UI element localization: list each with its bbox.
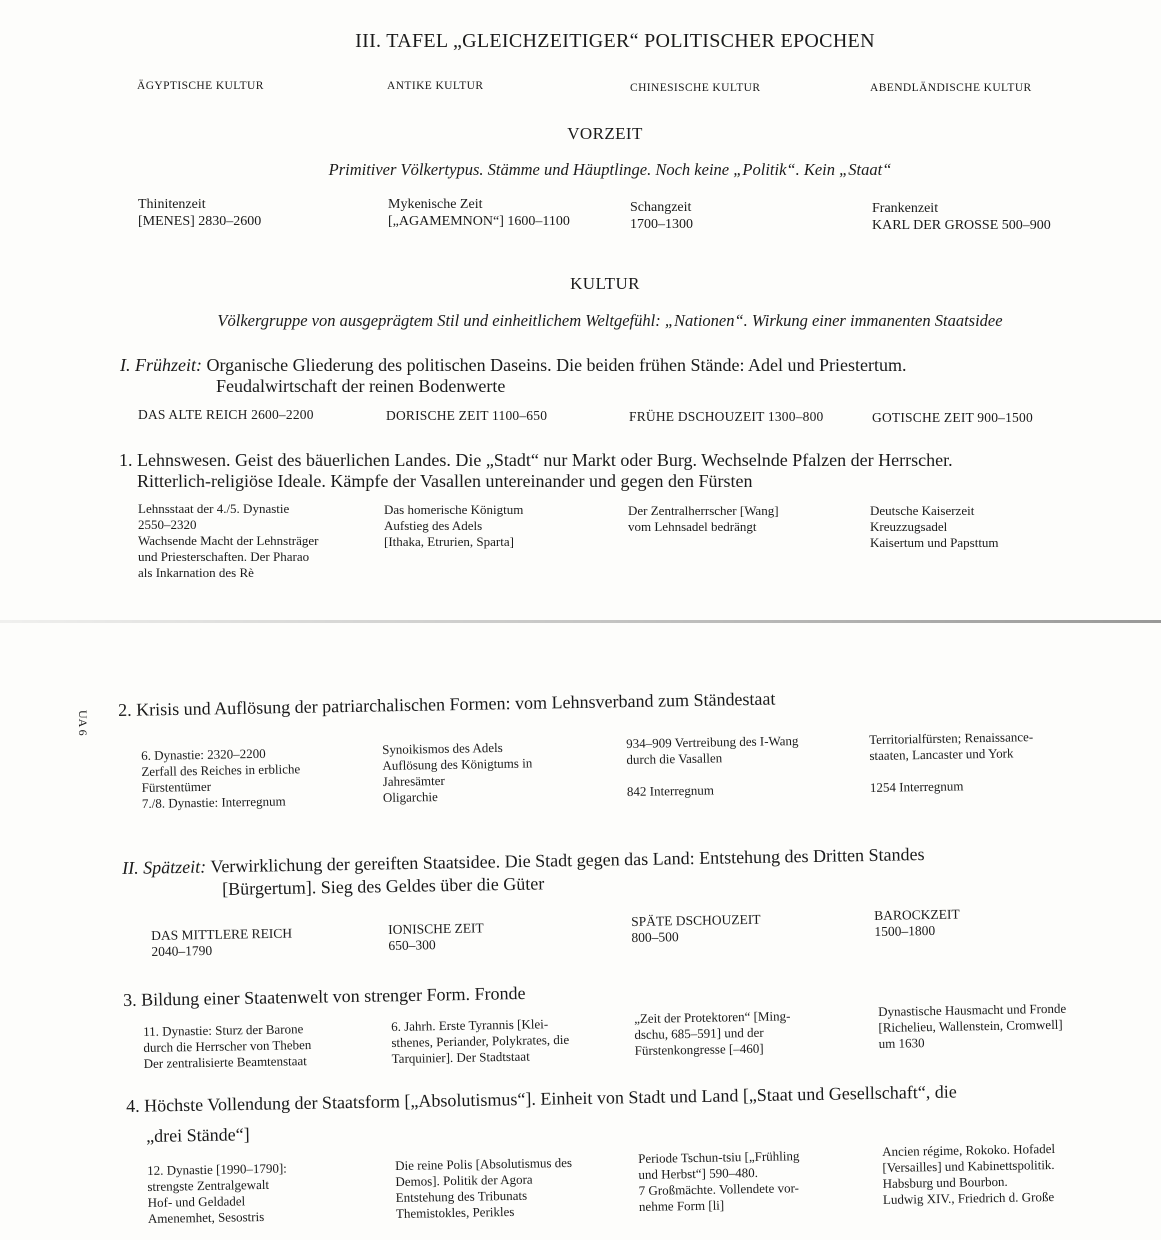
margin-mark: UA 6: [76, 710, 90, 736]
vorzeit-subtitle: Primitiver Völkertypus. Stämme und Häuptlinge. Noch keine „Politik“. Kein „Staat“: [328, 160, 892, 179]
section-4-chinese: Periode Tschun-tsiu [„Frühling und Herbst“] 590–480. 7 Großmächte. Vollendete vor- nehme Form [li]: [638, 1148, 800, 1214]
fruehzeit-text-1: Organische Gliederung des politischen Daseins. Die beiden frühen Stände: Adel und Priestertum.: [206, 355, 907, 375]
fruehzeit-label: I. Frühzeit:: [120, 355, 202, 375]
spaetzeit-text-2: [Bürgertum]. Sieg des Geldes über die Güter: [222, 873, 545, 899]
fruehzeit-era-antique: DORISCHE ZEIT 1100–650: [386, 408, 548, 423]
spaetzeit-era-chinese: SPÄTE DSCHOUZEIT 800–500: [631, 911, 761, 945]
fruehzeit-era-egyptian: DAS ALTE REICH 2600–2200: [138, 407, 314, 422]
column-header-chinese: CHINESISCHE KULTUR: [630, 82, 761, 94]
vorzeit-egyptian: Thinitenzeit [MENES] 2830–2600: [138, 197, 262, 229]
section-3-antique: 6. Jahrh. Erste Tyrannis [Klei- sthenes, Periander, Polykrates, die Tarquinier]. Der Stadtstaat: [391, 1016, 570, 1066]
spaetzeit-era-antique: IONISCHE ZEIT 650–300: [388, 920, 484, 953]
section-2-line-1: 2. Krisis und Auflösung der patriarchalischen Formen: vom Lehnsverband zum Ständestaat: [118, 688, 776, 720]
spaetzeit-text-1: Verwirklichung der gereiften Staatsidee. Die Stadt gegen das Land: Entstehung des Dritten Standes: [210, 843, 925, 877]
section-2-western: Territorialfürsten; Renaissance- staaten, Lancaster und York 1254 Interregnum: [869, 729, 1034, 795]
section-4-line-2: „drei Stände“]: [146, 1124, 250, 1146]
kultur-subtitle: Völkergruppe von ausgeprägtem Stil und einheitlichem Weltgefühl: „Nationen“. Wirkung einer immanenten Staatsidee: [217, 311, 1003, 330]
section-1-antique: Das homerische Königtum Aufstieg des Adels [Ithaka, Etrurien, Sparta]: [384, 502, 524, 549]
section-3-chinese: „Zeit der Protektoren“ [Ming- dschu, 685–591] und der Fürstenkongresse [–460]: [634, 1008, 791, 1058]
section-1-chinese: Der Zentralherrscher [Wang] vom Lehnsadel bedrängt: [628, 503, 779, 534]
section-2-antique: Synoikismos des Adels Auflösung des Königtums in Jahresämter Oligarchie: [382, 739, 533, 805]
spaetzeit-era-egyptian: DAS MITTLERE REICH 2040–1790: [151, 925, 293, 959]
scan-streak: [0, 620, 1161, 623]
fruehzeit-text-2: Feudalwirtschaft der reinen Bodenwerte: [216, 376, 506, 396]
spaetzeit-era-western: BAROCKZEIT 1500–1800: [874, 906, 960, 939]
column-header-egyptian: ÄGYPTISCHE KULTUR: [137, 80, 264, 92]
kultur-heading: KULTUR: [570, 274, 640, 293]
section-1-western: Deutsche Kaiserzeit Kreuzzugsadel Kaisertum und Papsttum: [870, 503, 999, 550]
vorzeit-chinese: Schangzeit 1700–1300: [630, 200, 693, 232]
section-4-line-1: 4. Höchste Vollendung der Staatsform [„Absolutismus“]. Einheit von Stadt und Land [„Staat und Gesellschaft“, die: [126, 1081, 957, 1116]
fruehzeit-era-chinese: FRÜHE DSCHOUZEIT 1300–800: [629, 409, 824, 424]
section-4-egyptian: 12. Dynastie [1990–1790]: strengste Zentralgewalt Hof- und Geldadel Amenemhet, Sesostris: [147, 1160, 287, 1226]
fruehzeit-heading: [120, 355, 907, 376]
section-2-egyptian: 6. Dynastie: 2320–2200 Zerfall des Reiches in erbliche Fürstentümer 7./8. Dynastie: Interregnum: [141, 745, 301, 811]
vorzeit-heading: VORZEIT: [567, 124, 643, 143]
spaetzeit-label: II. Spätzeit:: [122, 856, 207, 878]
section-3-western: Dynastische Hausmacht und Fronde [Richelieu, Wallenstein, Cromwell] um 1630: [878, 1000, 1067, 1051]
section-2-chinese: 934–909 Vertreibung des I-Wang durch die Vasallen 842 Interregnum: [626, 732, 799, 799]
section-1-line-1: 1. Lehnswesen. Geist des bäuerlichen Landes. Die „Stadt“ nur Markt oder Burg. Wechselnde Pfalzen der Herrscher.: [119, 450, 953, 470]
section-4-antique: Die reine Polis [Absolutismus des Demos]. Politik der Agora Entstehung des Tribunats Themistokles, Perikles: [395, 1154, 573, 1221]
section-1-line-2: Ritterlich-religiöse Ideale. Kämpfe der Vasallen untereinander und gegen den Fürsten: [137, 471, 753, 491]
section-4-western: Ancien régime, Rokoko. Hofadel [Versailles] und Kabinettspolitik. Habsburg und Bourbon. Ludwig XIV., Friedrich d. Große: [882, 1140, 1056, 1207]
column-header-antique: ANTIKE KULTUR: [387, 80, 484, 92]
section-3-line-1: 3. Bildung einer Staatenwelt von strenger Form. Fronde: [123, 982, 526, 1010]
fruehzeit-era-western: GOTISCHE ZEIT 900–1500: [872, 410, 1033, 425]
section-1-egyptian: Lehnsstaat der 4./5. Dynastie 2550–2320 Wachsende Macht der Lehnsträger und Priesterschaften. Der Pharao als Inkarnation des Rè: [138, 501, 319, 580]
vorzeit-antique: Mykenische Zeit [„AGAMEMNON“] 1600–1100: [388, 197, 570, 229]
vorzeit-western: Frankenzeit KARL DER GROSSE 500–900: [872, 201, 1051, 233]
section-3-egyptian: 11. Dynastie: Sturz der Barone durch die Herrscher von Theben Der zentralisierte Beamtenstaat: [143, 1021, 312, 1071]
column-header-western: ABENDLÄNDISCHE KULTUR: [870, 82, 1032, 94]
page-title: III. TAFEL „GLEICHZEITIGER“ POLITISCHER EPOCHEN: [355, 30, 875, 52]
